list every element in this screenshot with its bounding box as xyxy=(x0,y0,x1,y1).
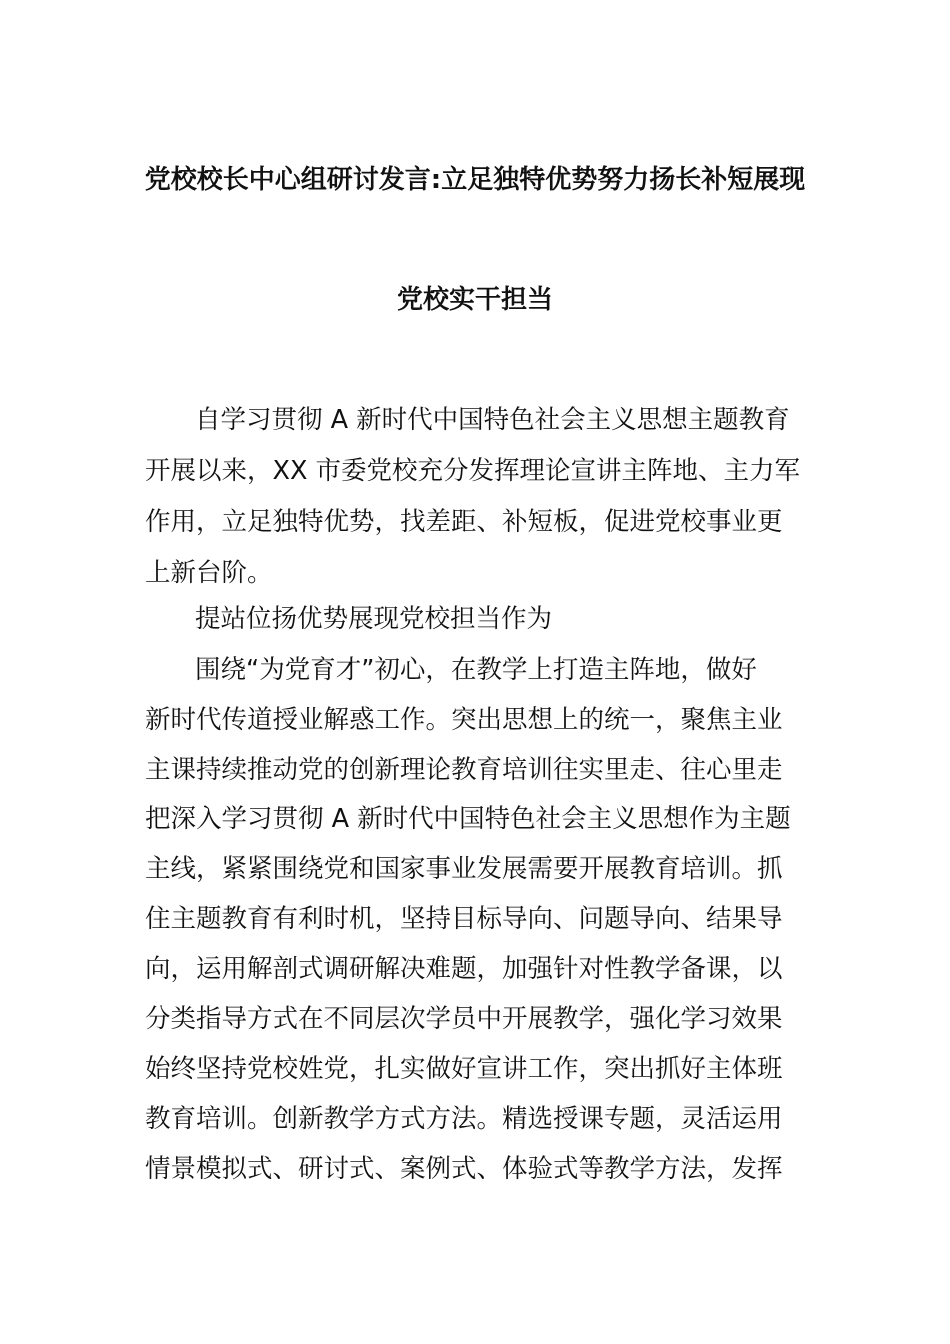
document-title-line-1: 党校校长中心组研讨发言:立足独特优势努力扬长补短展现 xyxy=(144,165,806,195)
paragraph-1-line-2: 开展以来，XX 市委党校充分发挥理论宣讲主阵地、主力军 xyxy=(145,456,801,486)
paragraph-2-line-1: 围绕“为党育才”初心，在教学上打造主阵地，做好 xyxy=(195,655,757,685)
paragraph-2-line-10: 教育培训。创新教学方式方法。精选授课专题，灵活运用 xyxy=(145,1104,783,1134)
paragraph-1-line-4: 上新台阶。 xyxy=(145,558,273,588)
paragraph-2-line-3: 主课持续推动党的创新理论教育培训往实里走、往心里走 xyxy=(145,755,783,785)
paragraph-2-line-2: 新时代传道授业解惑工作。突出思想上的统一，聚焦主业 xyxy=(145,705,783,735)
section-heading: 提站位扬优势展现党校担当作为 xyxy=(195,604,553,634)
paragraph-2-line-11: 情景模拟式、研讨式、案例式、体验式等教学方法，发挥 xyxy=(145,1154,783,1184)
paragraph-2-line-8: 分类指导方式在不同层次学员中开展教学，强化学习效果 xyxy=(145,1004,783,1034)
paragraph-2-line-7: 向，运用解剖式调研解决难题，加强针对性教学备课，以 xyxy=(145,954,783,984)
paragraph-2-line-6: 住主题教育有利时机，坚持目标导向、问题导向、结果导 xyxy=(145,904,783,934)
paragraph-2-line-5: 主线，紧紧围绕党和国家事业发展需要开展教育培训。抓 xyxy=(145,854,783,884)
paragraph-1-line-1: 自学习贯彻 A 新时代中国特色社会主义思想主题教育 xyxy=(195,405,790,435)
paragraph-2-line-9: 始终坚持党校姓党，扎实做好宣讲工作，突出抓好主体班 xyxy=(145,1054,783,1084)
document-title-line-2: 党校实干担当 xyxy=(396,285,553,315)
paragraph-1-line-3: 作用，立足独特优势，找差距、补短板，促进党校事业更 xyxy=(145,507,783,537)
paragraph-2-line-4: 把深入学习贯彻 A 新时代中国特色社会主义思想作为主题 xyxy=(145,804,791,834)
